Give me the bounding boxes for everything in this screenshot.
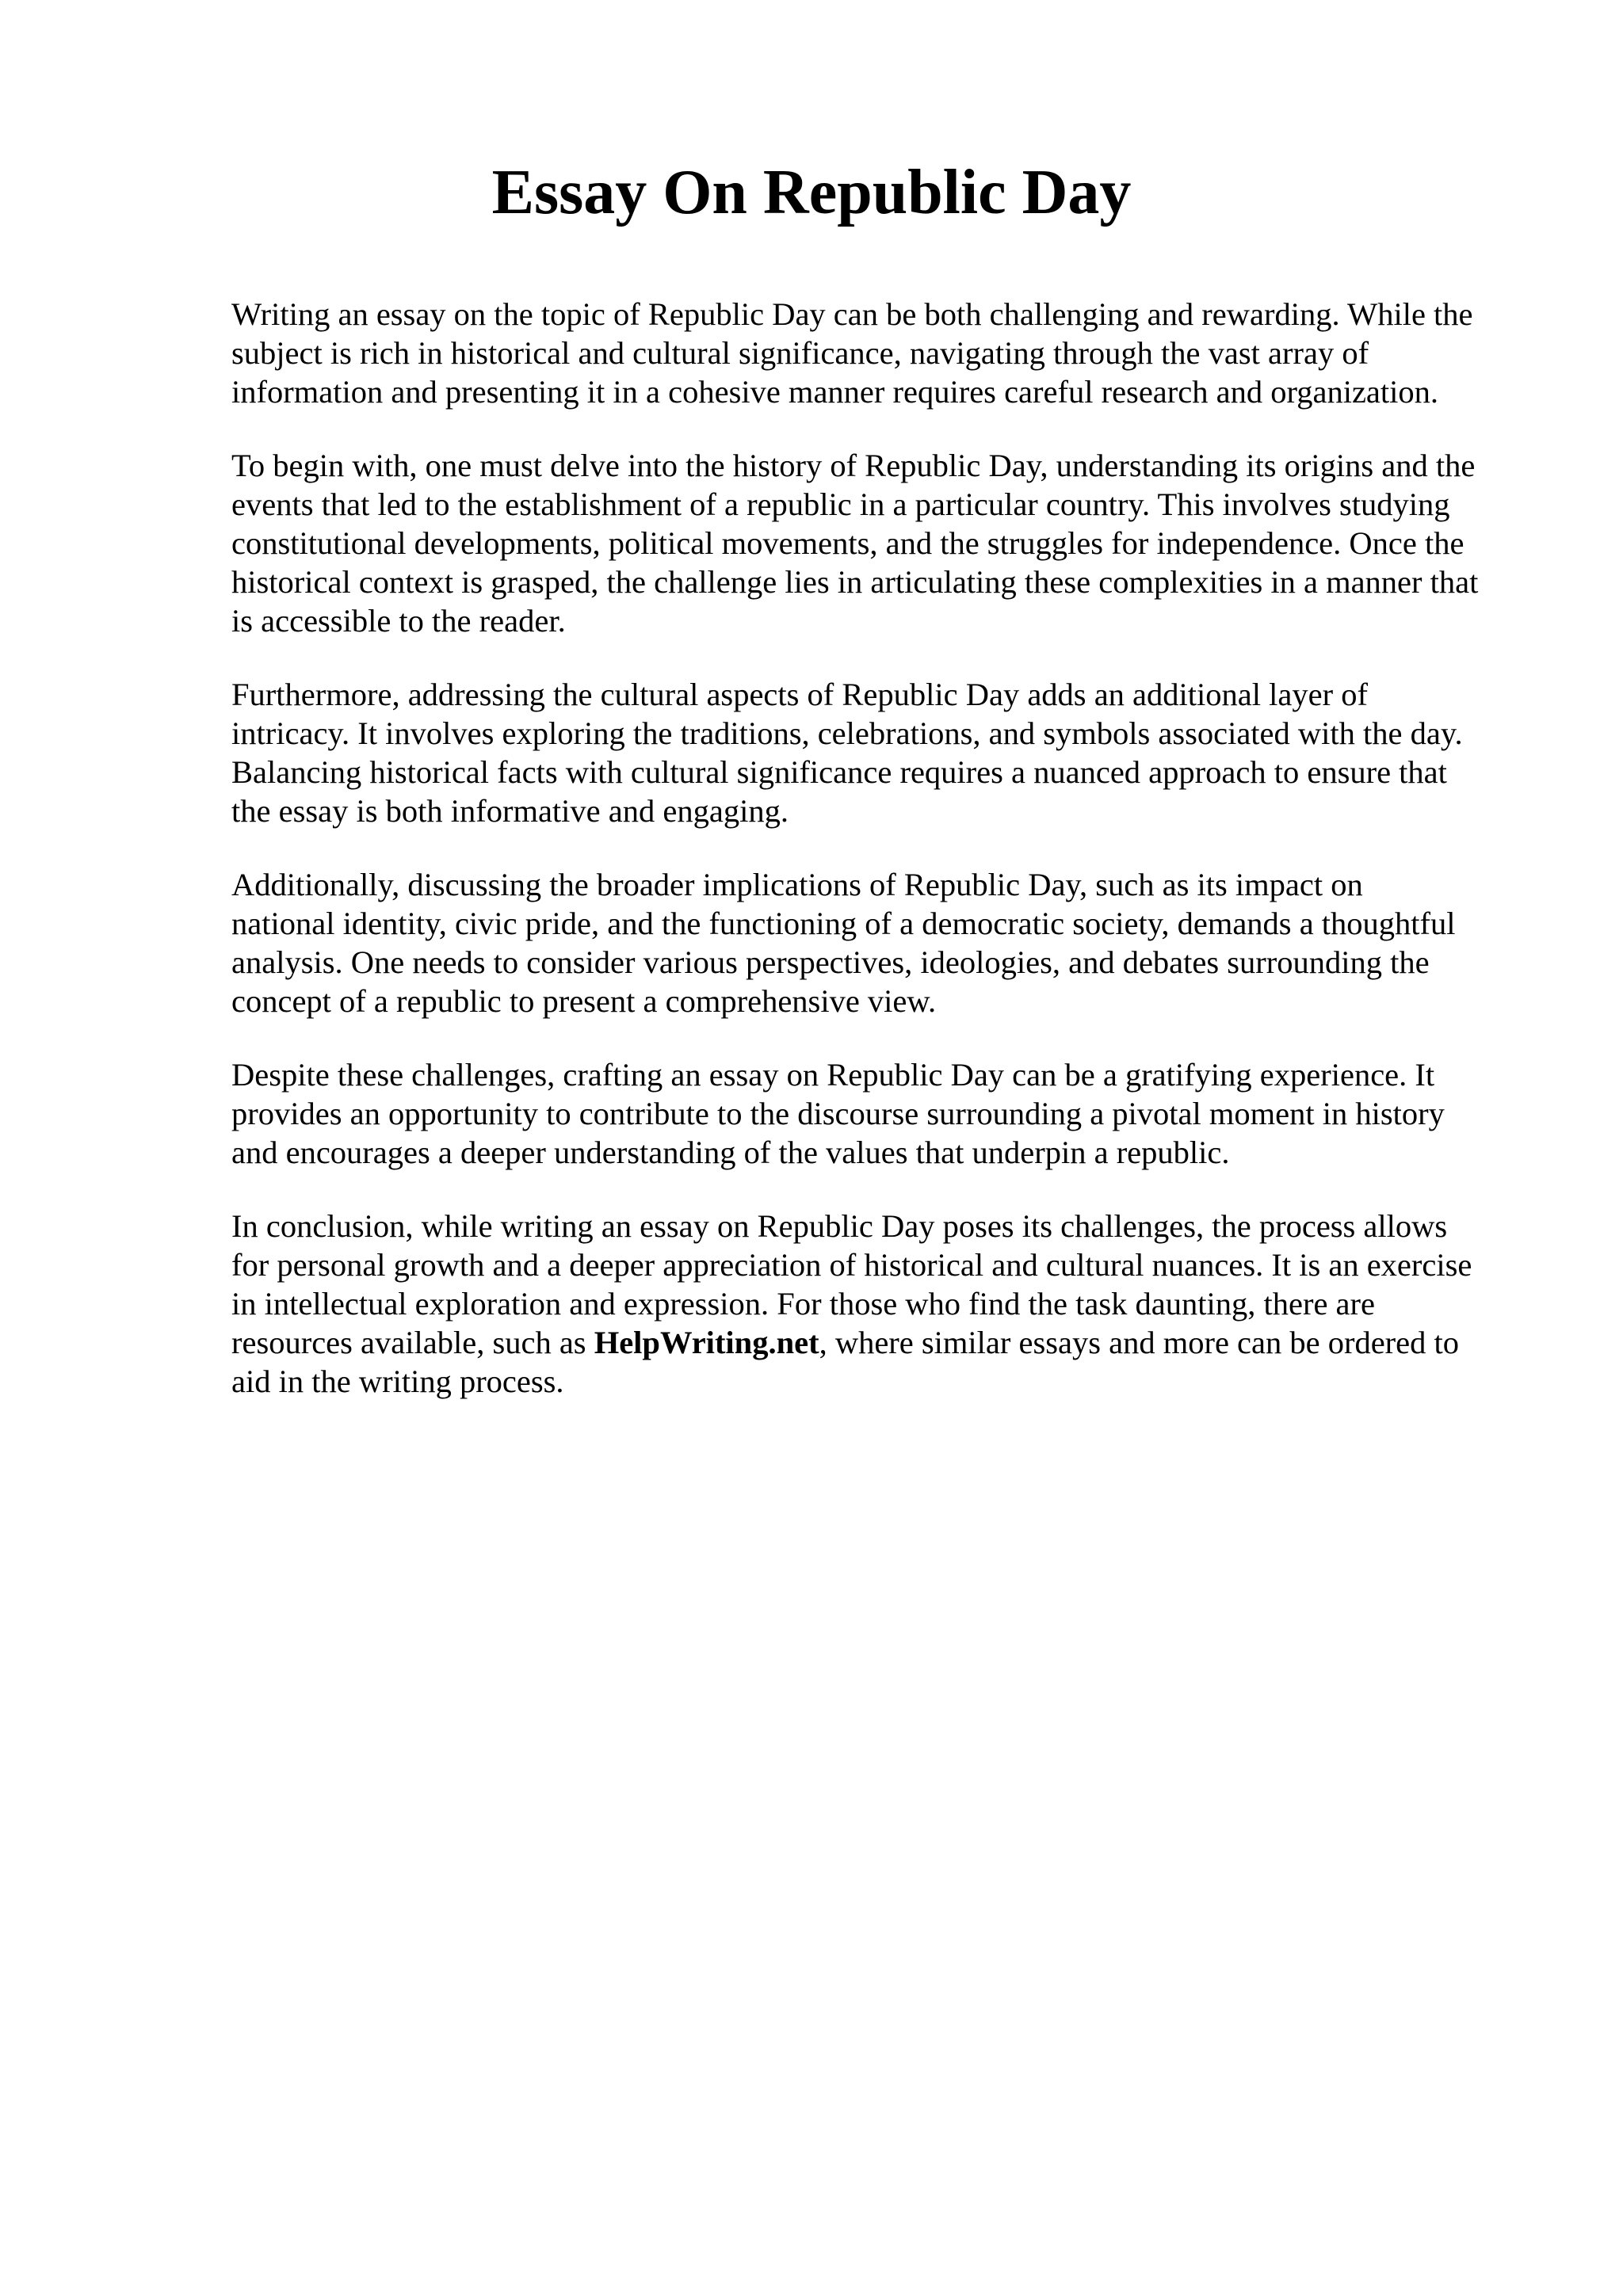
helpwriting-link[interactable]: HelpWriting.net <box>594 1325 819 1360</box>
text-line: in intellectual exploration and expression. For those who find the task daunting, there are <box>231 1286 1375 1322</box>
text-line: aid in the writing process. <box>231 1363 564 1399</box>
paragraph-6 <box>231 1207 1531 1401</box>
text-line: provides an opportunity to contribute to the discourse surrounding a pivotal moment in history <box>231 1096 1445 1131</box>
text-line: Writing an essay on the topic of Republic Day can be both challenging and rewarding. While the <box>231 296 1473 332</box>
page-title: Essay On Republic Day <box>491 158 1132 227</box>
essay-body <box>231 295 1531 1436</box>
text-line: for personal growth and a deeper appreciation of historical and cultural nuances. It is an exercise <box>231 1247 1472 1283</box>
text-segment: resources available, such as <box>231 1325 594 1360</box>
text-line-with-link <box>231 1323 1531 1362</box>
paragraph-2 <box>231 446 1531 640</box>
text-line: constitutional developments, political movements, and the struggles for independence. Once the <box>231 525 1465 561</box>
text-line: Despite these challenges, crafting an essay on Republic Day can be a gratifying experience. It <box>231 1057 1435 1093</box>
text-line: Furthermore, addressing the cultural aspects of Republic Day adds an additional layer of <box>231 677 1368 712</box>
text-line: events that led to the establishment of a republic in a particular country. This involves studying <box>231 486 1450 522</box>
text-line: analysis. One needs to consider various perspectives, ideologies, and debates surrounding the <box>231 944 1430 980</box>
text-line: In conclusion, while writing an essay on Republic Day poses its challenges, the process allows <box>231 1208 1448 1244</box>
paragraph-3 <box>231 675 1531 830</box>
text-line: historical context is grasped, the challenge lies in articulating these complexities in a manner that <box>231 564 1479 600</box>
paragraph-4 <box>231 865 1531 1020</box>
text-line: subject is rich in historical and cultural significance, navigating through the vast array of <box>231 335 1369 371</box>
text-line: intricacy. It involves exploring the traditions, celebrations, and symbols associated with the day. <box>231 715 1463 751</box>
text-line: the essay is both informative and engaging. <box>231 793 789 829</box>
text-line: national identity, civic pride, and the functioning of a democratic society, demands a thoughtful <box>231 906 1456 941</box>
text-line: concept of a republic to present a comprehensive view. <box>231 983 937 1019</box>
text-line: Balancing historical facts with cultural significance requires a nuanced approach to ensure that <box>231 754 1447 790</box>
text-line: information and presenting it in a cohesive manner requires careful research and organization. <box>231 374 1439 410</box>
text-line: and encourages a deeper understanding of the values that underpin a republic. <box>231 1135 1230 1170</box>
text-line: is accessible to the reader. <box>231 603 566 639</box>
text-line: Additionally, discussing the broader implications of Republic Day, such as its impact on <box>231 867 1363 902</box>
text-segment: , where similar essays and more can be ordered to <box>819 1325 1460 1360</box>
text-line: To begin with, one must delve into the history of Republic Day, understanding its origins and the <box>231 448 1476 483</box>
paragraph-5 <box>231 1055 1531 1172</box>
paragraph-1 <box>231 295 1531 411</box>
